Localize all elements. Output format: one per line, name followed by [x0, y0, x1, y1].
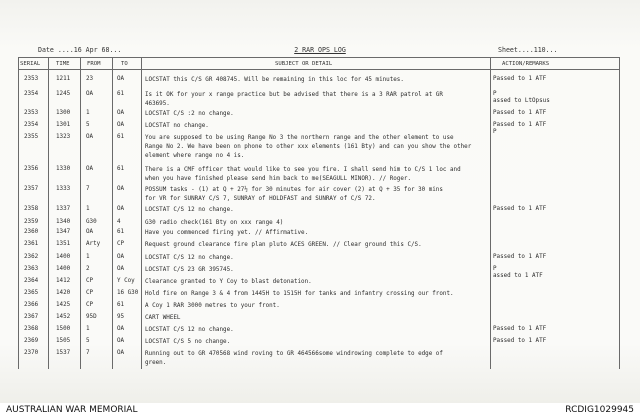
serial-cell: 2364 — [24, 278, 39, 284]
subject-line: LOCSTAT C/S 5 no change. — [145, 339, 231, 345]
action-remark: Passed to 1 ATF — [493, 76, 547, 82]
col-header-serial: SERIAL — [20, 61, 41, 67]
col-divider-left — [18, 57, 19, 369]
serial-cell: 2368 — [24, 326, 39, 332]
serial-cell: 2353 — [24, 76, 39, 82]
time-cell: 1505 — [56, 338, 71, 344]
subject-line: LOCSTAT C/S 12 no change. — [145, 207, 234, 213]
table-header-rule — [18, 69, 620, 70]
time-cell: 1400 — [56, 254, 71, 260]
action-remark: Passed to 1 ATF — [493, 206, 547, 212]
subject-line: LOCSTAT C/S 12 no change. — [145, 255, 234, 261]
date-label: Date ....16 Apr 68... — [38, 46, 122, 54]
to-cell: OA — [117, 206, 125, 212]
serial-cell: 2369 — [24, 338, 39, 344]
subject-line: LOCSTAT no change. — [145, 123, 209, 129]
action-remark: P — [493, 129, 497, 135]
time-cell: 1400 — [56, 266, 71, 272]
from-cell: 7 — [86, 186, 90, 192]
time-cell: 1211 — [56, 76, 71, 82]
to-cell: OA — [117, 76, 125, 82]
subject-line: Request ground clearance fire plan pluto ACES GREEN. // Clear ground this C/S. — [145, 242, 422, 248]
time-cell: 1347 — [56, 229, 71, 235]
subject-line: A Coy 1 RAR 3000 metres to your front. — [145, 303, 280, 309]
from-cell: OA — [86, 91, 94, 97]
serial-cell: 2353 — [24, 110, 39, 116]
from-cell: 1 — [86, 254, 90, 260]
action-remark: Passed to 1 ATF — [493, 326, 547, 332]
from-cell: CP — [86, 302, 94, 308]
col-divider-from — [112, 57, 113, 369]
serial-cell: 2361 — [24, 241, 39, 247]
col-header-time: TIME — [56, 61, 70, 67]
subject-line: G30 radio check(161 Bty on xxx range 4) — [145, 220, 284, 226]
subject-line: Is it OK for your x range practice but be advised that there is a 3 RAR patrol at GR — [145, 92, 443, 98]
serial-cell: 2365 — [24, 290, 39, 296]
from-cell: Arty — [86, 241, 101, 247]
from-cell: CP — [86, 290, 94, 296]
col-header-subject: SUBJECT OR DETAIL — [275, 61, 333, 67]
time-cell: 1330 — [56, 166, 71, 172]
to-cell: 61 — [117, 229, 125, 235]
time-cell: 1337 — [56, 206, 71, 212]
action-remark: assed to LtOpsus — [493, 98, 550, 104]
to-cell: 61 — [117, 134, 125, 140]
from-cell: OA — [86, 229, 94, 235]
from-cell: 1 — [86, 110, 90, 116]
serial-cell: 2362 — [24, 254, 39, 260]
sheet-number: Sheet....110... — [498, 46, 558, 54]
from-cell: 5 — [86, 122, 90, 128]
subject-line: Running out to GR 470568 wind roving to GR 464566some windrowing complete to edge of — [145, 351, 443, 357]
col-divider-to — [141, 57, 142, 369]
to-cell: OA — [117, 186, 125, 192]
serial-cell: 2356 — [24, 166, 39, 172]
to-cell: CP — [117, 241, 125, 247]
serial-cell: 2354 — [24, 91, 39, 97]
to-cell: OA — [117, 326, 125, 332]
subject-line: POSSUM tasks - (1) at Q + 27½ for 30 minutes for air cover (2) at Q + 35 for 30 mins — [145, 187, 443, 193]
serial-cell: 2360 — [24, 229, 39, 235]
col-divider-subject — [490, 57, 491, 369]
subject-line: LOCSTAT C/S 12 no change. — [145, 327, 234, 333]
subject-line: Have you commenced firing yet. // Affirmative. — [145, 230, 309, 236]
action-remark: Passed to 1 ATF — [493, 254, 547, 260]
to-cell: 95 — [117, 314, 125, 320]
serial-cell: 2354 — [24, 122, 39, 128]
to-cell: OA — [117, 254, 125, 260]
subject-line: CART WHEEL — [145, 315, 181, 321]
subject-line: Range No 2. We have been on phone to other xxx elements (161 Bty) and can you show the other — [145, 144, 472, 150]
serial-cell: 2359 — [24, 219, 39, 225]
action-remark: Passed to 1 ATF — [493, 338, 547, 344]
col-header-from: FROM — [87, 61, 101, 67]
col-header-to: TO — [121, 61, 128, 67]
subject-line: when you have finished please send him back to me(SEAGULL MINOR). // Roger. — [145, 176, 411, 182]
action-remark: Passed to 1 ATF — [493, 110, 547, 116]
from-cell: 23 — [86, 76, 94, 82]
subject-line: LOCSTAT this C/S GR 408745. Will be remaining in this loc for 45 minutes. — [145, 77, 404, 83]
from-cell: OA — [86, 134, 94, 140]
subject-line: Hold fire on Range 3 & 4 from 1445H to 1515H for tanks and infantry crossing our front. — [145, 291, 454, 297]
serial-cell: 2363 — [24, 266, 39, 272]
subject-line: There is a CMF officer that would like to see you fire. I shall send him to C/S 1 loc and — [145, 167, 461, 173]
serial-cell: 2357 — [24, 186, 39, 192]
table-top-rule — [18, 57, 620, 58]
to-cell: 61 — [117, 166, 125, 172]
to-cell: Y Coy — [117, 278, 135, 284]
from-cell: 1 — [86, 206, 90, 212]
time-cell: 1425 — [56, 302, 71, 308]
serial-cell: 2370 — [24, 350, 39, 356]
time-cell: 1351 — [56, 241, 71, 247]
serial-cell: 2358 — [24, 206, 39, 212]
serial-cell: 2367 — [24, 314, 39, 320]
time-cell: 1412 — [56, 278, 71, 284]
from-cell: CP — [86, 278, 94, 284]
from-cell: 7 — [86, 350, 90, 356]
subject-line: element where range no 4 is. — [145, 153, 245, 159]
time-cell: 1537 — [56, 350, 71, 356]
to-cell: 4 — [117, 219, 121, 225]
subject-line: for VR for SUNRAY C/S 7, SUNRAY of HOLDFAST and SUNRAY of C/S 72. — [145, 196, 376, 202]
col-header-action: ACTION/REMARKS — [502, 61, 550, 67]
from-cell: OA — [86, 166, 94, 172]
footer-record-id: RCDIG1029945 — [565, 405, 634, 415]
col-divider-right — [619, 57, 620, 369]
col-divider-serial — [48, 57, 49, 369]
from-cell: G30 — [86, 219, 97, 225]
time-cell: 1323 — [56, 134, 71, 140]
time-cell: 1500 — [56, 326, 71, 332]
serial-cell: 2355 — [24, 134, 39, 140]
from-cell: 2 — [86, 266, 90, 272]
subject-line: LOCSTAT C/S 23 GR 395745. — [145, 267, 234, 273]
to-cell: OA — [117, 338, 125, 344]
time-cell: 1333 — [56, 186, 71, 192]
action-remark: P — [493, 266, 497, 272]
time-cell: 1300 — [56, 110, 71, 116]
from-cell: 5 — [86, 338, 90, 344]
from-cell: 1 — [86, 326, 90, 332]
action-remark: P — [493, 91, 497, 97]
subject-line: LOCSTAT C/S :2 no change. — [145, 111, 234, 117]
time-cell: 1301 — [56, 122, 71, 128]
action-remark: assed to 1 ATF — [493, 273, 543, 279]
action-remark: Passed to 1 ATF — [493, 122, 547, 128]
page-title: 2 RAR OPS LOG — [294, 46, 346, 54]
time-cell: 1420 — [56, 290, 71, 296]
from-cell: 95D — [86, 314, 97, 320]
time-cell: 1452 — [56, 314, 71, 320]
subject-line: green. — [145, 360, 167, 366]
footer-credit: AUSTRALIAN WAR MEMORIAL — [6, 405, 138, 415]
serial-cell: 2366 — [24, 302, 39, 308]
to-cell: OA — [117, 122, 125, 128]
to-cell: OA — [117, 350, 125, 356]
col-divider-time — [80, 57, 81, 369]
subject-line: Clearance granted to Y Coy to blast detonation. — [145, 279, 312, 285]
to-cell: 61 — [117, 302, 125, 308]
subject-line: 463695. — [145, 101, 170, 107]
subject-line: You are supposed to be using Range No 3 the northern range and the other element to use — [145, 135, 454, 141]
to-cell: OA — [117, 110, 125, 116]
time-cell: 1340 — [56, 219, 71, 225]
to-cell: 16 G30 — [117, 290, 139, 296]
to-cell: OA — [117, 266, 125, 272]
to-cell: 61 — [117, 91, 125, 97]
time-cell: 1245 — [56, 91, 71, 97]
